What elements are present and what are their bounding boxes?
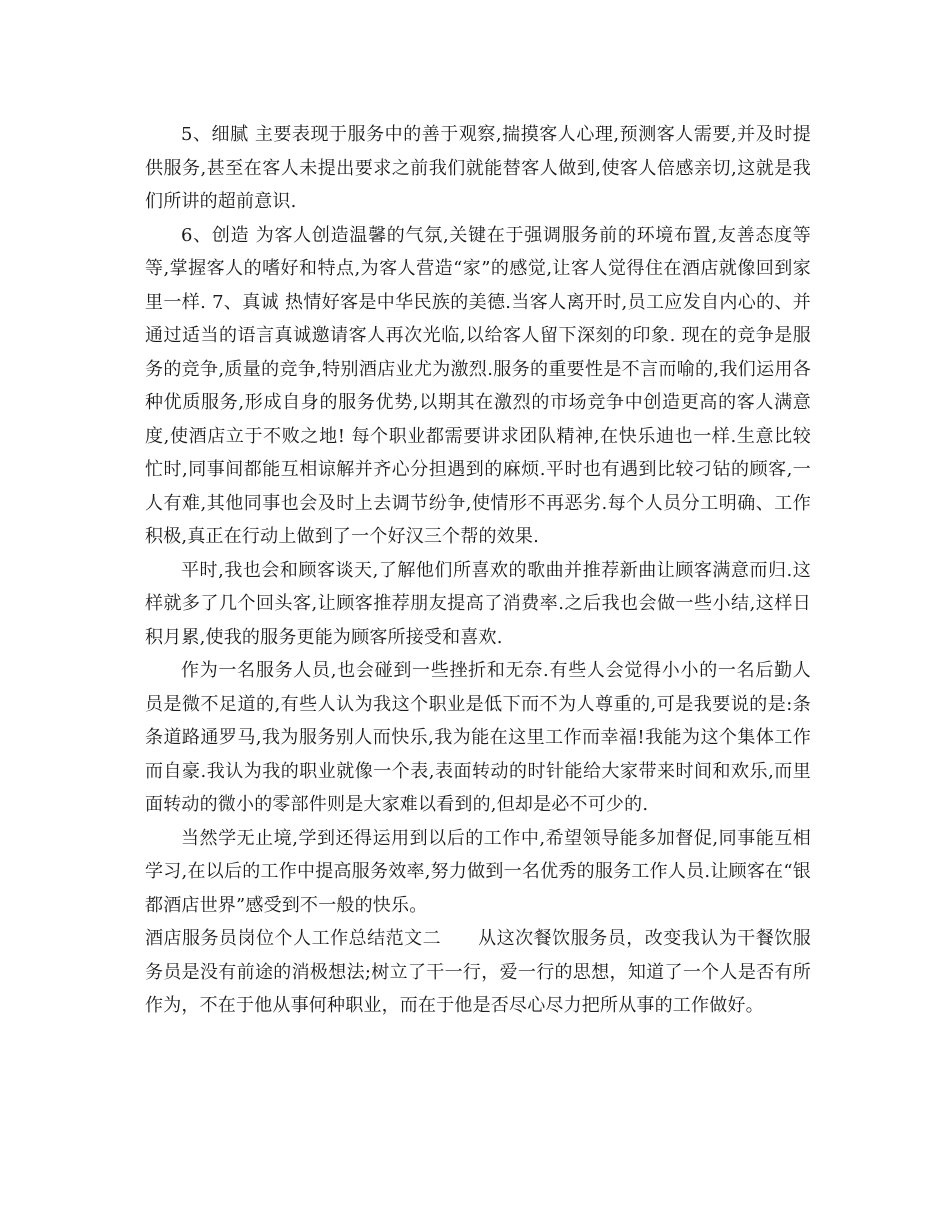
document-body [145, 118, 811, 1023]
paragraph-delicacy: 5、细腻 主要表现于服务中的善于观察,揣摸客人心理,预测客人需要,并及时提供服务,甚至在客人未提出要求之前我们就能替客人做到,使客人倍感亲切,这就是我们所讲的超前意识. [145, 124, 811, 212]
paragraph-creation-sincerity: 6、创造 为客人创造温馨的气氛,关键在于强调服务前的环境布置,友善态度等等,掌握客人的嗜好和特点,为客人营造“家”的感觉,让客人觉得住在酒店就像回到家里一样. 7、真诚 热情好客是中华民族的美德.当客人离开时,员工应发自内心的、并通过适当的语言真诚邀请客人再次光临,以给客人留下深刻的印象. 现在的竞争是服务的竞争,质量的竞争,特别酒店业尤为激烈.服务的重要性是不言而喻的,我们运用各种优质服务,形成自身的服务优势,以期其在激烈的市场竞争中创造更高的客人满意度,使酒店立于不败之地! 每个职业都需要讲求团队精神,在快乐迪也一样.生意比较忙时,同事间都能互相谅解并齐心分担遇到的麻烦.平时也有遇到比较刁钻的顾客,一人有难,其他同事也会及时上去调节纷争,使情形不再恶劣.每个人员分工明确、工作积极,真正在行动上做到了一个好汉三个帮的效果. [145, 224, 811, 547]
paragraph-service-pride: 作为一名服务人员,也会碰到一些挫折和无奈.有些人会觉得小小的一名后勤人员是微不足道的,有些人认为我这个职业是低下而不为人尊重的,可是我要说的是:条条道路通罗马,我为服务别人而快乐,我为能在这里工作而幸福!我能为这个集体工作而自豪.我认为我的职业就像一个表,表面转动的时针能给大家带来时间和欢乐,而里面转动的微小的零部件则是大家难以看到的,但却是必不可少的. [145, 660, 811, 815]
paragraph-sample-two: 酒店服务员岗位个人工作总结范文二 从这次餐饮服务员，改变我认为干餐饮服务员是没有前途的消极想法;树立了干一行，爱一行的思想，知道了一个人是否有所作为，不在于他从事何种职业，而在于他是否尽心尽力把所从事的工作做好。 [145, 928, 811, 1016]
paragraph-chatting-customers: 平时,我也会和顾客谈天,了解他们所喜欢的歌曲并推荐新曲让顾客满意而归.这样就多了几个回头客,让顾客推荐朋友提高了消费率.之后我也会做一些小结,这样日积月累,使我的服务更能为顾客所接受和喜欢. [145, 559, 811, 648]
paragraph-continuous-learning: 当然学无止境,学到还得运用到以后的工作中,希望领导能多加督促,同事能互相学习,在以后的工作中提高服务效率,努力做到一名优秀的服务工作人员.让顾客在“银都酒店世界”感受到不一般的快乐。 [145, 827, 811, 916]
